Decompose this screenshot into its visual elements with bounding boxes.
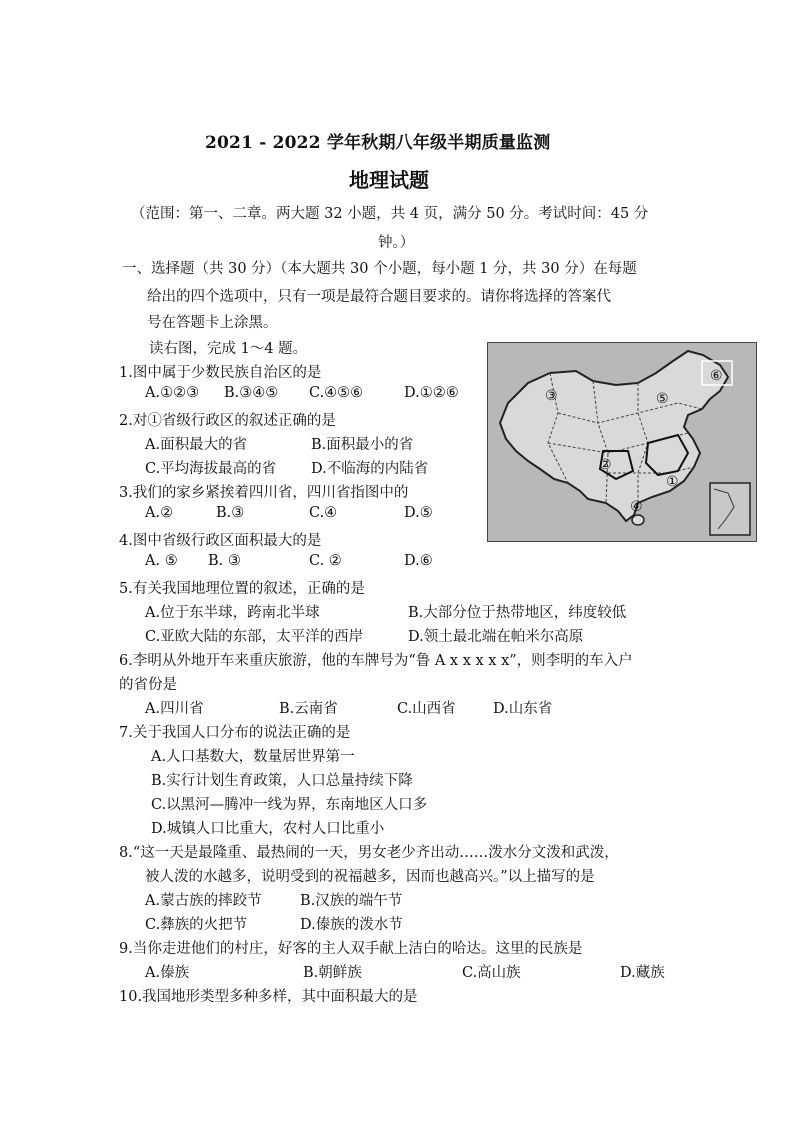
question-7-stem: 7.关于我国人口分布的说法正确的是	[119, 725, 351, 741]
question-8-option-a[interactable]: A.蒙古族的摔跤节	[145, 893, 262, 909]
map-label-4: ④	[630, 499, 643, 515]
question-6-stem-line-1: 6.李明从外地开车来重庆旅游，他的车牌号为“鲁 A x x x x x”，则李明的车入户	[119, 653, 633, 669]
question-5-option-d[interactable]: D.领土最北端在帕米尔高原	[408, 629, 584, 645]
question-1-option-d[interactable]: D.①②⑥	[404, 385, 459, 401]
question-7-option-b[interactable]: B.实行计划生育政策，人口总量持续下降	[151, 773, 413, 789]
question-6-option-c[interactable]: C.山西省	[397, 701, 456, 717]
question-3-option-a[interactable]: A.②	[145, 505, 174, 521]
question-1-option-c[interactable]: C.④⑤⑥	[309, 385, 364, 401]
question-4-option-c[interactable]: C. ②	[309, 553, 342, 569]
question-1-option-b[interactable]: B.③④⑤	[224, 385, 279, 401]
question-5-option-a[interactable]: A.位于东半球，跨南北半球	[145, 605, 320, 621]
question-7-option-c[interactable]: C.以黑河—腾冲一线为界，东南地区人口多	[151, 797, 428, 813]
question-9-option-a[interactable]: A.傣族	[145, 965, 190, 981]
question-8-option-c[interactable]: C.彝族的火把节	[145, 917, 248, 933]
question-5-option-c[interactable]: C.亚欧大陆的东部，太平洋的西岸	[145, 629, 364, 645]
question-2-stem: 2.对①省级行政区的叙述正确的是	[119, 413, 336, 429]
question-3-option-b[interactable]: B.③	[216, 505, 245, 521]
question-3-stem: 3.我们的家乡紧挨着四川省，四川省指图中的	[119, 485, 409, 501]
question-6-stem-line-2: 的省份是	[119, 677, 177, 693]
question-5-stem: 5.有关我国地理位置的叙述，正确的是	[119, 581, 365, 597]
question-8-stem-line-1: 8.“这一天是最隆重、最热闹的一天，男女老少齐出动……泼水分文泼和武泼，	[119, 845, 619, 861]
question-4-option-b[interactable]: B. ③	[208, 553, 241, 569]
question-7-option-d[interactable]: D.城镇人口比重大，农村人口比重小	[151, 821, 385, 837]
question-6-option-b[interactable]: B.云南省	[279, 701, 338, 717]
china-map	[488, 343, 756, 541]
scope-line-2: 钟。）	[378, 235, 415, 251]
question-2-option-c[interactable]: C.平均海拔最高的省	[145, 461, 277, 477]
question-2-option-b[interactable]: B.面积最小的省	[311, 437, 414, 453]
section-heading-line-3: 号在答题卡上涂黑。	[147, 315, 278, 331]
subject-title: 地理试题	[349, 168, 429, 192]
question-3-option-c[interactable]: C.④	[309, 505, 338, 521]
question-8-option-d[interactable]: D.傣族的泼水节	[300, 917, 403, 933]
question-8-stem-line-2: 被人泼的水越多，说明受到的祝福越多，因而也越高兴。”以上描写的是	[145, 869, 595, 885]
question-9-option-c[interactable]: C.高山族	[462, 965, 521, 981]
section-heading-line-1: 一、选择题（共 30 分）（本大题共 30 个小题，每小题 1 分，共 30 分）在每题	[122, 261, 637, 277]
question-1-option-a[interactable]: A.①②③	[145, 385, 200, 401]
question-2-option-a[interactable]: A.面积最大的省	[145, 437, 248, 453]
question-9-option-b[interactable]: B.朝鲜族	[303, 965, 362, 981]
scope-line-1: （范围：第一、二章。两大题 32 小题，共 4 页，满分 50 分。考试时间：45 分	[131, 206, 649, 222]
question-8-option-b[interactable]: B.汉族的端午节	[300, 893, 403, 909]
question-6-option-a[interactable]: A.四川省	[145, 701, 204, 717]
reading-intro: 读右图，完成 1～4 题。	[149, 341, 308, 357]
map-label-6: ⑥	[710, 368, 723, 384]
question-7-option-a[interactable]: A.人口基数大，数量居世界第一	[151, 749, 355, 765]
question-5-option-b[interactable]: B.大部分位于热带地区，纬度较低	[408, 605, 627, 621]
map-label-1: ①	[666, 474, 679, 490]
question-4-option-d[interactable]: D.⑥	[404, 553, 433, 569]
question-2-option-d[interactable]: D.不临海的内陆省	[311, 461, 429, 477]
question-3-option-d[interactable]: D.⑤	[404, 505, 433, 521]
question-10-stem: 10.我国地形类型多种多样，其中面积最大的是	[119, 989, 418, 1005]
exam-title: 2021 - 2022 学年秋期八年级半期质量监测	[205, 133, 551, 153]
question-4-option-a[interactable]: A. ⑤	[145, 553, 178, 569]
question-4-stem: 4.图中省级行政区面积最大的是	[119, 533, 322, 549]
question-6-option-d[interactable]: D.山东省	[493, 701, 553, 717]
map-label-3: ③	[545, 388, 558, 404]
question-9-option-d[interactable]: D.藏族	[620, 965, 665, 981]
china-map-figure	[487, 342, 757, 542]
question-9-stem: 9.当你走进他们的村庄，好客的主人双手献上洁白的哈达。这里的民族是	[119, 941, 583, 957]
map-label-2: ②	[599, 457, 612, 473]
section-heading-line-2: 给出的四个选项中，只有一项是最符合题目要求的。请你将选择的答案代	[147, 289, 611, 305]
map-label-5: ⑤	[656, 391, 669, 407]
question-1-stem: 1.图中属于少数民族自治区的是	[119, 365, 322, 381]
